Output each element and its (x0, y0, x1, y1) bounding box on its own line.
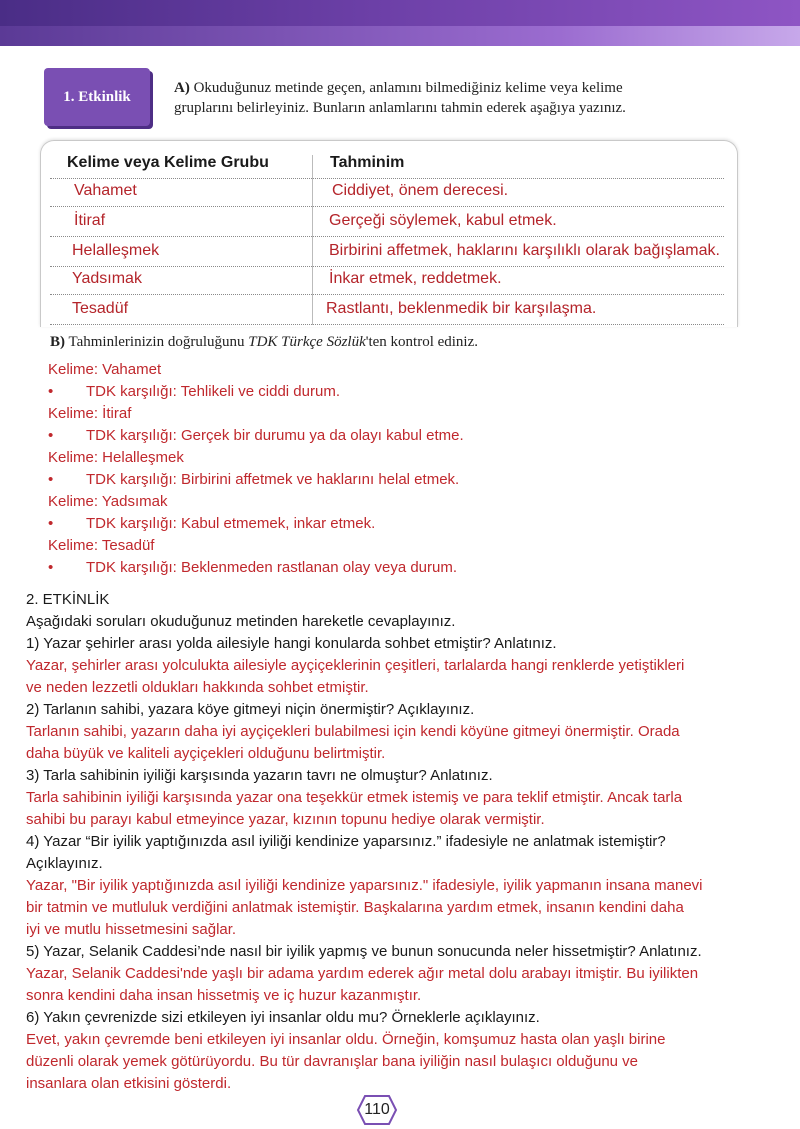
definition-item (26, 381, 786, 403)
header-band-highlight (0, 26, 800, 46)
table-row (50, 266, 724, 295)
definition-text: TDK karşılığı: Gerçek bir durumu ya da olayı kabul etme. (86, 427, 464, 444)
answer-text: Yazar, şehirler arası yolculukta ailesiyle ayçiçeklerinin çeşitleri, tarlalarda hangi renklerde yetiştikleri (26, 657, 685, 674)
answer-text: daha büyük ve kaliteli ayçiçekleri olduğunu belirtmiştir. (26, 745, 386, 762)
definition-word: Kelime: Tesadüf (48, 537, 155, 554)
answer-text: iyi ve mutlu hissetmesini sağlar. (26, 921, 237, 938)
answer-text: Tarlanın sahibi, yazarın daha iyi ayçiçekleri bulabilmesi için kendi köyüne gitmeyi önermiştir. Orada (26, 723, 680, 740)
table-row (50, 296, 724, 325)
question-text: 2) Tarlanın sahibi, yazara köye gitmeyi niçin önermiştir? Açıklayınız. (26, 701, 475, 718)
question-text: 6) Yakın çevrenizde sizi etkileyen iyi insanlar oldu mu? Örneklerle açıklayınız. (26, 1009, 540, 1026)
qa-block (26, 941, 786, 1007)
answer-text: Yazar, "Bir iyilik yaptığınızda asıl iyiliği kendinize yaparsınız." ifadesiyle, iyilik yapmanın insana manevi (26, 877, 703, 894)
definition-text: TDK karşılığı: Tehlikeli ve ciddi durum. (86, 383, 340, 400)
qa-block (26, 831, 786, 941)
part-a-instruction (174, 78, 734, 118)
part-a-text-1: Okuduğunuz metinde geçen, anlamını bilmediğiniz kelime veya kelime (193, 80, 623, 96)
table-cell-guess: Birbirini affetmek, haklarını karşılıklı olarak bağışlamak. (329, 242, 720, 259)
activity-badge (44, 68, 150, 126)
table-cell-guess: Gerçeği söylemek, kabul etmek. (329, 212, 557, 229)
activity-2-intro: Aşağıdaki soruları okuduğunuz metinden hareketle cevaplayınız. (26, 613, 456, 630)
part-a-text-2: gruplarını belirleyiniz. Bunların anlamlarını tahmin ederek aşağıya yazınız. (174, 100, 626, 116)
answer-text: Tarla sahibinin iyiliği karşısında yazar ona teşekkür etmek istemiş ve para teklif etmiştir. Ancak tarla (26, 789, 683, 806)
definitions-list (26, 359, 786, 579)
definition-item (26, 469, 786, 491)
part-b-letter: B) (50, 334, 65, 350)
qa-block (26, 1007, 786, 1095)
answer-text: sahibi bu parayı kabul etmeyince yazar, kızının topunu hediye olarak vermiştir. (26, 811, 545, 828)
table-cell-guess: Rastlantı, beklenmedik bir karşılaşma. (326, 300, 597, 317)
answer-text: düzenli olarak yemek götürüyordu. Bu tür davranışlar bana iyiliğin nasıl bulaşıcı olduğunu ve (26, 1053, 639, 1070)
question-text: 5) Yazar, Selanik Caddesi’nde nasıl bir iyilik yapmış ve bunun sonucunda neler hissetmiştir? Anlatınız. (26, 943, 702, 960)
part-b-dictionary-name: TDK Türkçe Sözlük (248, 334, 366, 350)
qa-block (26, 699, 786, 765)
question-text: Açıklayınız. (26, 855, 103, 872)
answer-text: Evet, yakın çevremde beni etkileyen iyi insanlar oldu. Örneğin, komşumuz hasta olan yaşlı birine (26, 1031, 666, 1048)
definition-item (26, 513, 786, 535)
table-cell-guess: Ciddiyet, önem derecesi. (332, 182, 509, 199)
page-number (356, 1094, 398, 1126)
part-b-text-post: 'ten kontrol ediniz. (365, 334, 479, 350)
part-b-text-pre: Tahminlerinizin doğruluğunu (68, 334, 245, 350)
table-cell-word: Vahamet (74, 182, 137, 199)
table-row (50, 208, 724, 237)
bullet-icon: • (48, 559, 54, 576)
answer-text: ve neden lezzetli oldukları hakkında sohbet etmiştir. (26, 679, 369, 696)
part-b-instruction (50, 334, 478, 351)
answer-text: insanlara olan etkisini gösterdi. (26, 1075, 232, 1092)
qa-block (26, 765, 786, 831)
answer-text: Yazar, Selanik Caddesi'nde yaşlı bir adama yardım ederek ağır metal dolu arabayı itmiştir. Bu iyilikten (26, 965, 699, 982)
definition-text: TDK karşılığı: Beklenmeden rastlanan olay veya durum. (86, 559, 458, 576)
activity-2-title: 2. ETKİNLİK (26, 591, 110, 608)
table-cell-word: Helalleşmek (72, 242, 160, 259)
question-text: 3) Tarla sahibinin iyiliği karşısında yazarın tavrı ne olmuştur? Anlatınız. (26, 767, 493, 784)
bullet-icon: • (48, 427, 54, 444)
bullet-icon: • (48, 471, 54, 488)
definition-word: Kelime: İtiraf (48, 405, 132, 422)
definition-text: TDK karşılığı: Birbirini affetmek ve haklarını helal etmek. (86, 471, 460, 488)
bullet-icon: • (48, 515, 54, 532)
definition-text: TDK karşılığı: Kabul etmemek, inkar etmek. (86, 515, 376, 532)
definition-item (26, 425, 786, 447)
activity-badge-label: 1. Etkinlik (63, 88, 131, 105)
table-row (50, 178, 724, 207)
definition-word: Kelime: Helalleşmek (48, 449, 184, 466)
definition-item (26, 557, 786, 579)
table-cell-word: Tesadüf (72, 300, 129, 317)
page-number-label: 110 (364, 1101, 390, 1118)
table-cell-word: Yadsımak (72, 270, 142, 287)
table-cell-guess: İnkar etmek, reddetmek. (329, 270, 502, 287)
activity-2 (26, 589, 786, 1095)
question-text: 1) Yazar şehirler arası yolda ailesiyle hangi konularda sohbet etmiştir? Anlatınız. (26, 635, 557, 652)
table-header-guess: Tahminim (330, 154, 405, 171)
qa-block (26, 633, 786, 699)
table-cell-word: İtiraf (74, 212, 106, 229)
definition-word: Kelime: Yadsımak (48, 493, 168, 510)
table-row (50, 238, 724, 267)
part-a-letter: A) (174, 80, 190, 96)
table-header-word: Kelime veya Kelime Grubu (67, 154, 269, 171)
answer-text: sonra kendini daha insan hissetmiş ve iç huzur kazanmıştır. (26, 987, 422, 1004)
table-header-row (50, 150, 724, 179)
question-text: 4) Yazar “Bir iyilik yaptığınızda asıl iyiliği kendinize yaparsınız.” ifadesiyle ne anlatmak istemiştir? (26, 833, 666, 850)
definition-word: Kelime: Vahamet (48, 361, 162, 378)
bullet-icon: • (48, 383, 54, 400)
answer-text: bir tatmin ve mutluluk verdiğini anlatmak istemiştir. Başkalarına yardım etmek, insanın kendini daha (26, 899, 684, 916)
